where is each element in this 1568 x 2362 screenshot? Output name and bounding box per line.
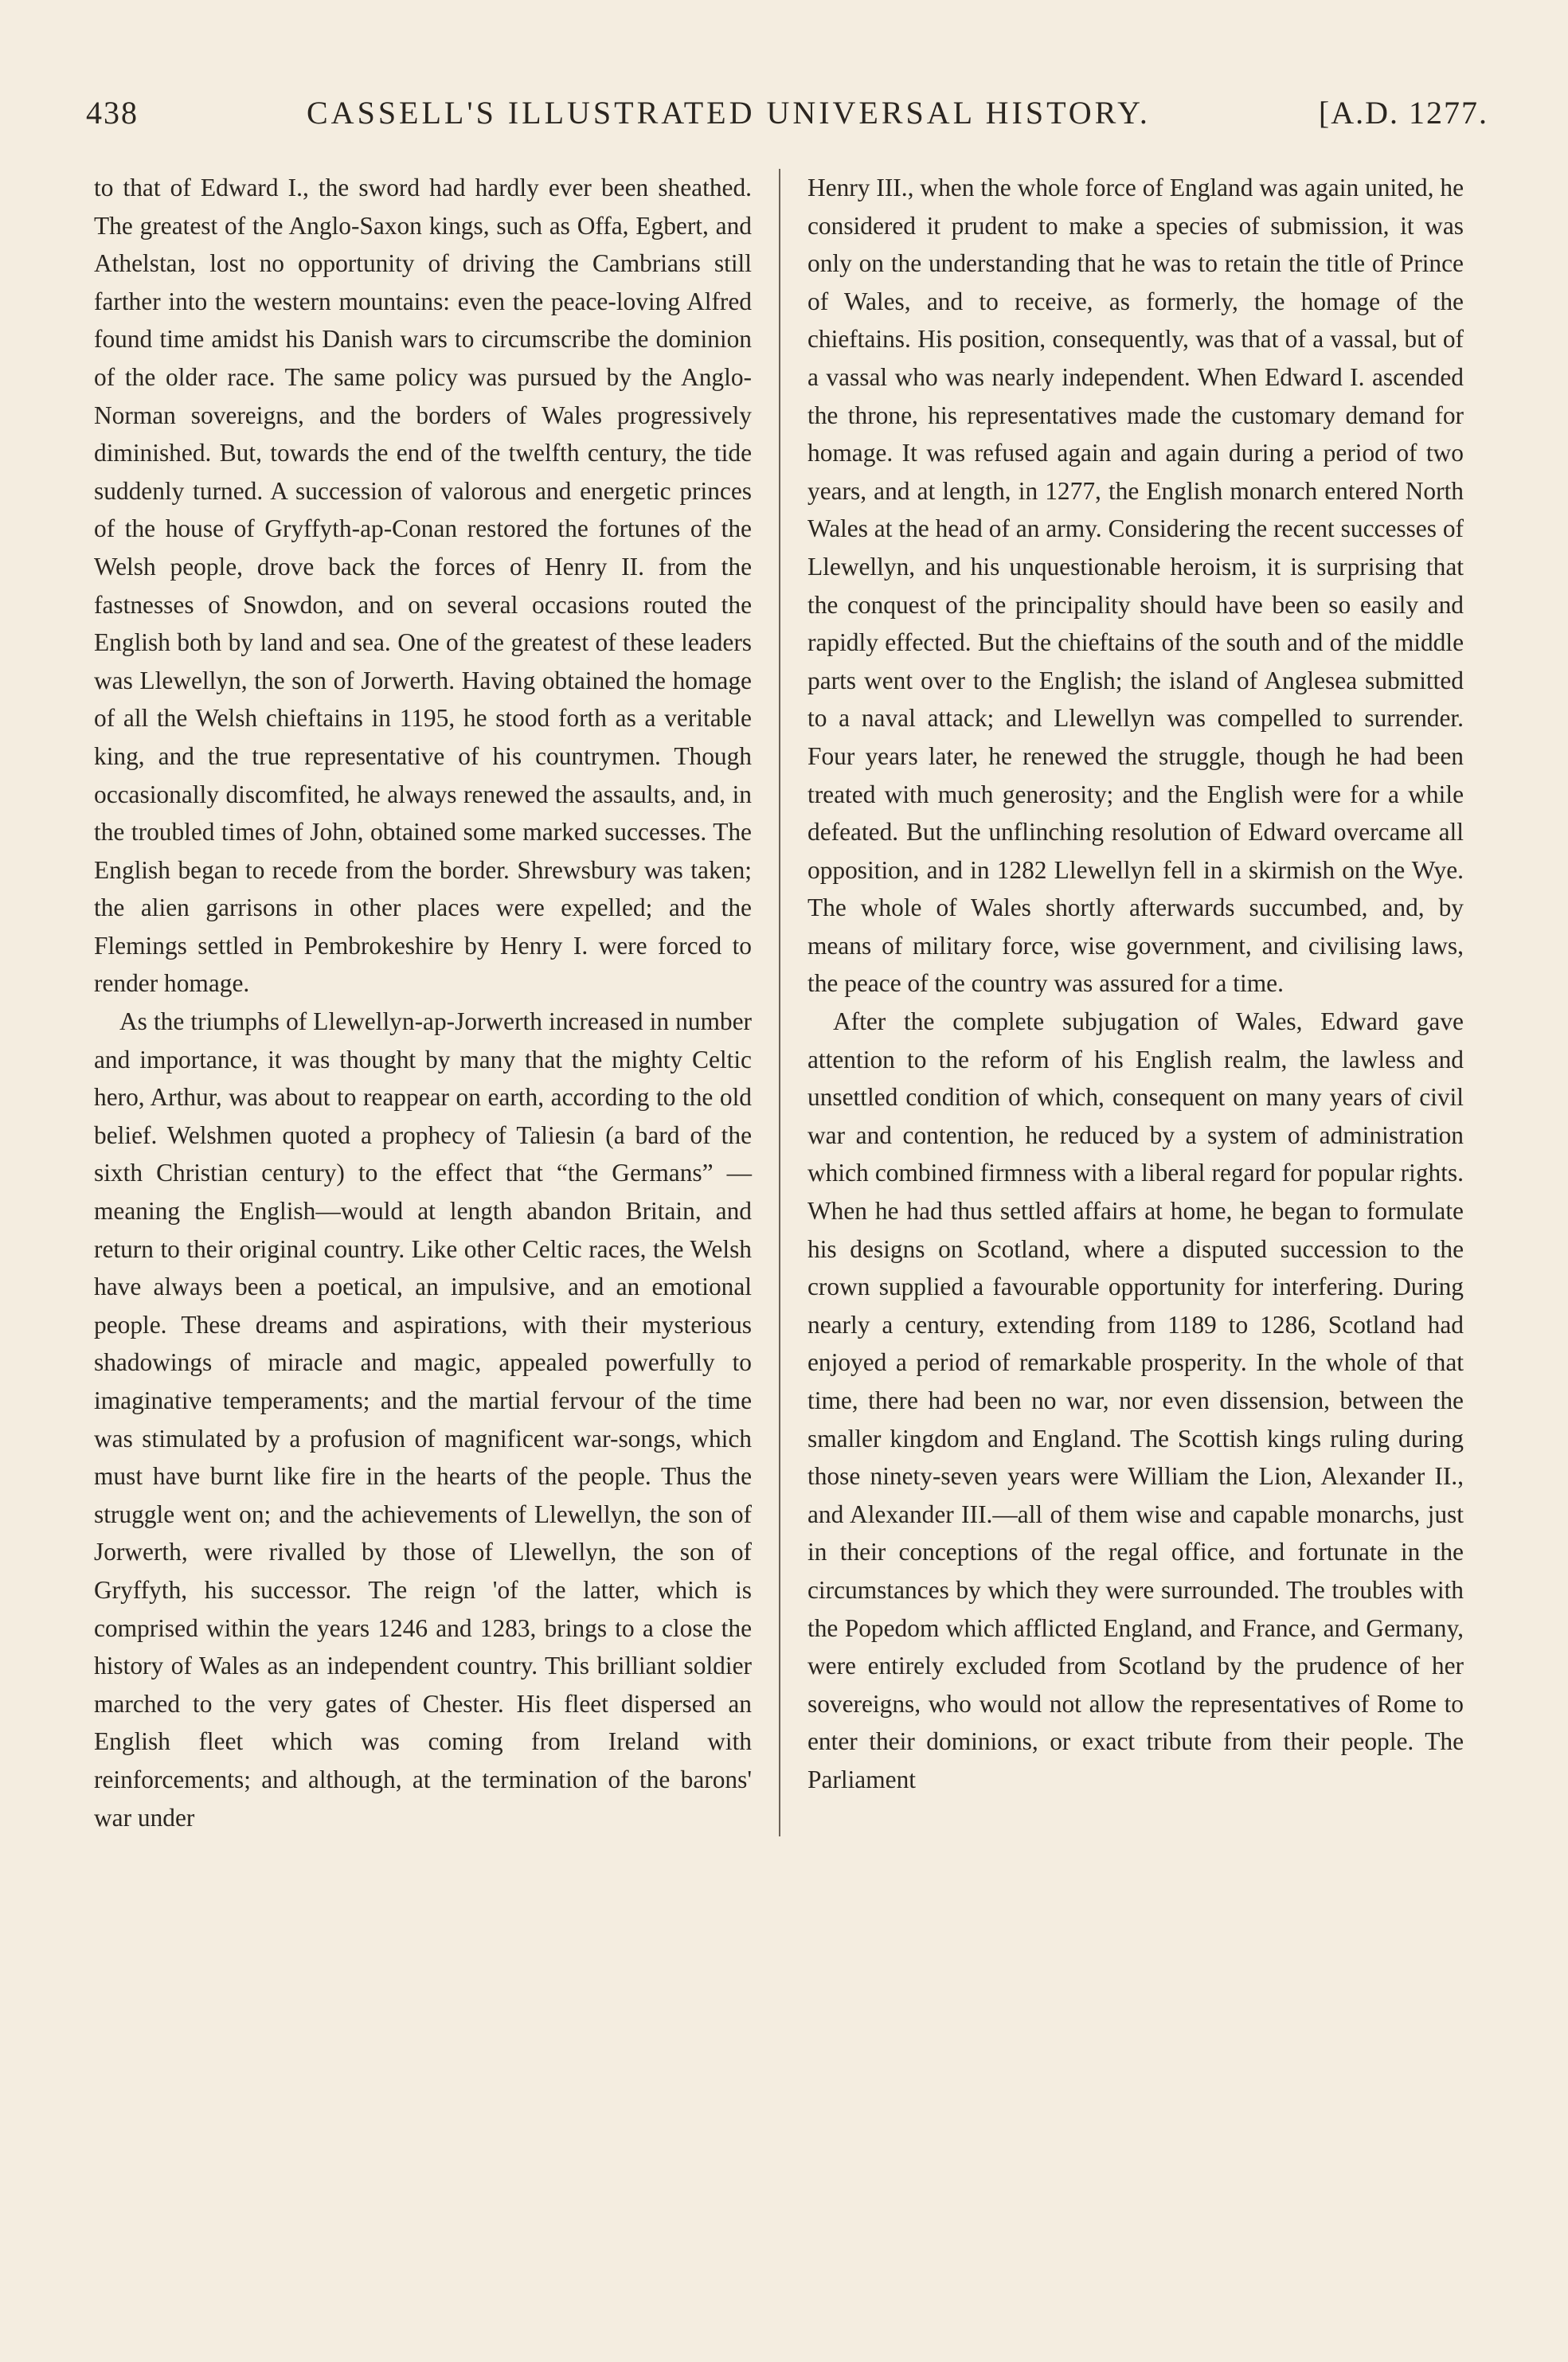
right-column (779, 169, 1464, 1836)
left-column (94, 169, 779, 1836)
right-paragraph-1: Henry III., when the whole force of England was again united, he considered it prudent to make a species of submission, it was only on the understanding that he was to retain the title of Prince of Wales, and to receive, as formerly, the homage of the chieftains. His position, consequently, was that of a vassal, but of a vassal who was nearly independent. When Edward I. ascended the throne, his representatives made the customary demand for homage. It was refused again and again during a period of two years, and at length, in 1277, the English monarch entered North Wales at the head of an army. Considering the recent successes of Llewellyn, and his unquestionable heroism, it is surprising that the conquest of the principality should have been so easily and rapidly effected. But the chieftains of the south and of the middle parts went over to the English; the island of Anglesea submitted to a naval attack; and Llewellyn was compelled to surrender. Four years later, he renewed the struggle, though he had been treated with much generosity; and the English were for a while defeated. But the unflinching resolution of Edward overcame all opposition, and in 1282 Llewellyn fell in a skirmish on the Wye. The whole of Wales shortly afterwards succumbed, and, by means of military force, wise government, and civilising laws, the peace of the country was assured for a time. (807, 174, 1464, 998)
right-paragraph-2: After the complete subjugation of Wales, Edward gave attention to the reform of his English realm, the lawless and unsettled condition of which, consequent on many years of civil war and contention, he reduced by a system of administration which combined firmness with a liberal regard for popular rights. When he had thus settled affairs at home, he began to formulate his designs on Scotland, where a disputed succession to the crown supplied a favourable opportunity for interfering. During nearly a century, extending from 1189 to 1286, Scotland had enjoyed a period of remarkable prosperity. In the whole of that time, there had been no war, nor even dissension, between the smaller kingdom and England. The Scottish kings ruling during those ninety-seven years were William the Lion, Alexander II., and Alexander III.—all of them wise and capable monarchs, just in their conceptions of the regal office, and fortunate in the circumstances by which they were surrounded. The troubles with the Popedom which afflicted England, and France, and Germany, were entirely excluded from Scotland by the prudence of her sovereigns, who would not allow the representatives of Rome to enter their dominions, or exact tribute from their people. The Parliament (807, 1007, 1464, 1793)
running-title: CASSELL'S ILLUSTRATED UNIVERSAL HISTORY. (307, 95, 1151, 131)
running-date: [A.D. 1277. (1318, 95, 1488, 131)
page-number: 438 (86, 95, 139, 131)
left-paragraph-2: As the triumphs of Llewellyn-ap-Jorwerth increased in number and importance, it was thought by many that the mighty Celtic hero, Arthur, was about to reappear on earth, according to the old belief. Welshmen quoted a prophecy of Taliesin (a bard of the sixth Christian century) to the effect that “the Germans” — meaning the English—would at length abandon Britain, and return to their original country. Like other Celtic races, the Welsh have always been a poetical, an impulsive, and an emotional people. These dreams and aspirations, with their mysterious shadowings of miracle and magic, appealed powerfully to imaginative temperaments; and the martial fervour of the time was stimulated by a profusion of magnificent war-songs, which must have burnt like fire in the hearts of the people. Thus the struggle went on; and the achievements of Llewellyn, the son of Jorwerth, were rivalled by those of Llewellyn, the son of Gryffyth, his successor. The reign 'of the latter, which is comprised within the years 1246 and 1283, brings to a close the history of Wales as an independent country. This brilliant soldier marched to the very gates of Chester. His fleet dispersed an English fleet which was coming from Ireland with reinforcements; and although, at the termination of the barons' war under (94, 1007, 752, 1832)
left-paragraph-1: to that of Edward I., the sword had hardly ever been sheathed. The greatest of the Anglo-Saxon kings, such as Offa, Egbert, and Athelstan, lost no opportunity of driving the Cambrians still farther into the western mountains: even the peace-loving Alfred found time amidst his Danish wars to circumscribe the dominion of the older race. The same policy was pursued by the Anglo-Norman sovereigns, and the borders of Wales progressively diminished. But, towards the end of the twelfth century, the tide suddenly turned. A succession of valorous and energetic princes of the house of Gryffyth-ap-Conan restored the fortunes of the Welsh people, drove back the forces of Henry II. from the fastnesses of Snowdon, and on several occasions routed the English both by land and sea. One of the greatest of these leaders was Llewellyn, the son of Jorwerth. Having obtained the homage of all the Welsh chieftains in 1195, he stood forth as a veritable king, and the true representative of his countrymen. Though occasionally discomfited, he always renewed the assaults, and, in the troubled times of John, obtained some marked successes. The English began to recede from the border. Shrewsbury was taken; the alien garrisons in other places were expelled; and the Flemings settled in Pembrokeshire by Henry I. were forced to render homage. (94, 174, 752, 998)
two-column-body (94, 169, 1485, 1836)
running-head (86, 94, 1488, 142)
